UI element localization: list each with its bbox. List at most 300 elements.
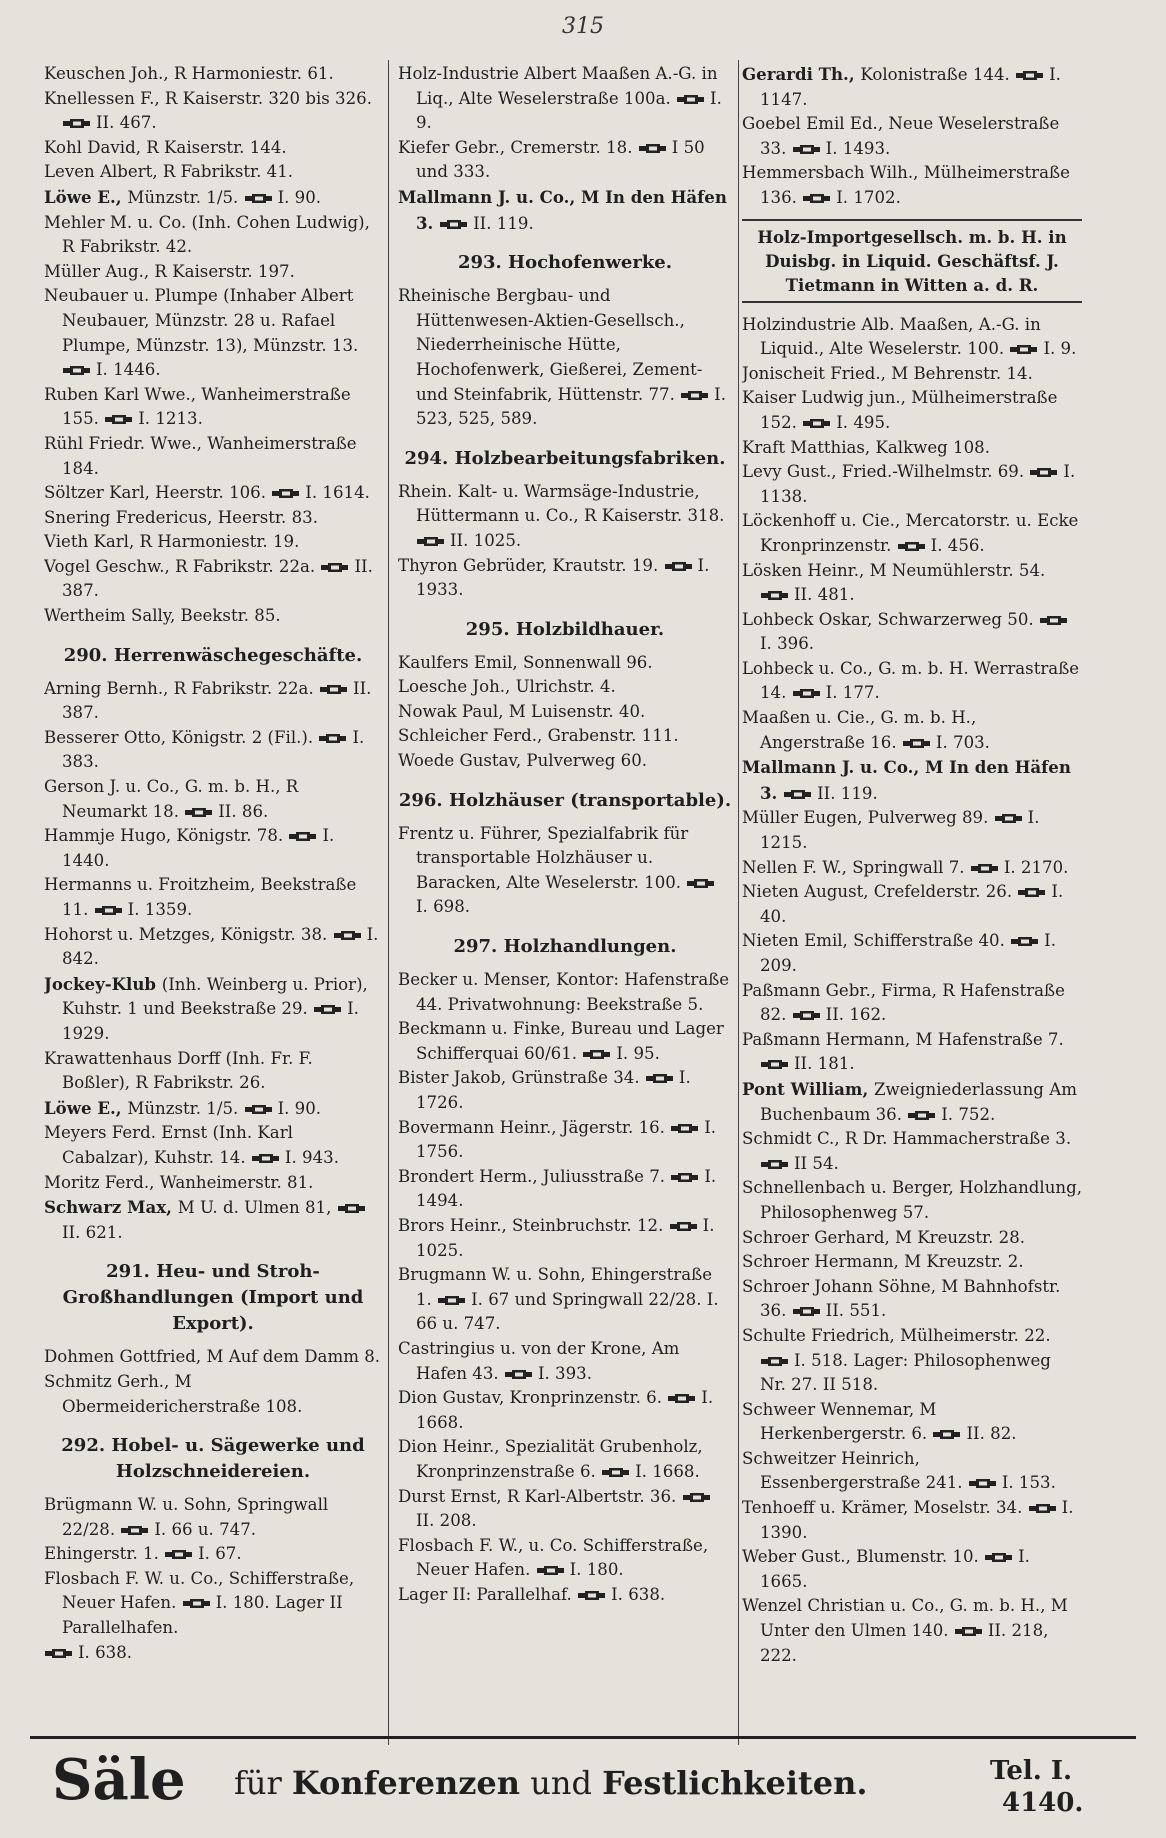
- entry-text: Durst Ernst, R Karl-Albertstr. 36.: [398, 1486, 682, 1506]
- entry-phone: I. 943.: [284, 1147, 339, 1167]
- directory-entry: [44, 1345, 382, 1370]
- telephone-icon: [582, 1049, 612, 1060]
- entry-text: Schnellenbach u. Berger, Holzhandlung, Philosophenweg 57.: [742, 1178, 1082, 1222]
- entry-text: Thyron Gebrüder, Krautstr. 19.: [398, 555, 664, 575]
- entry-text: Meyers Ferd. Ernst (Inh. Karl Cabalzar), Kuhstr. 14.: [44, 1123, 293, 1167]
- ad-word-bold: Konferenzen: [291, 1764, 521, 1802]
- entry-text: Flosbach F. W., u. Co. Schifferstraße, Neuer Hafen.: [398, 1535, 709, 1580]
- telephone-icon: [645, 1073, 675, 1084]
- directory-entry: [44, 1370, 382, 1419]
- entry-text: Woede Gustav, Pulverweg 60.: [398, 751, 648, 771]
- entry-text: Schroer Hermann, M Kreuzstr. 2.: [742, 1252, 1024, 1272]
- directory-entry: [44, 87, 382, 136]
- entry-text: Kolonistraße 144.: [860, 65, 1016, 84]
- entry-text: Paßmann Gebr., Firma, R Hafenstraße 82.: [742, 980, 1065, 1025]
- telephone-icon: [62, 118, 92, 129]
- telephone-icon: [288, 831, 318, 842]
- entry-text: Knellessen F., R Kaiserstr. 320 bis 326.: [44, 88, 372, 108]
- telephone-icon: [1010, 936, 1040, 947]
- entry-text: Holzindustrie Alb. Maaßen, A.-G. in Liquid., Alte Weselerstr. 100.: [742, 314, 1041, 359]
- entry-text: Brors Heinr., Steinbruchstr. 12.: [398, 1215, 669, 1235]
- entry-phone: I. 66 u. 747.: [154, 1519, 257, 1539]
- telephone-icon: [319, 684, 349, 695]
- directory-entry: [44, 383, 382, 432]
- directory-entry: [44, 555, 382, 604]
- entry-phone: I. 9.: [1043, 339, 1077, 359]
- entry-phone: I. 1702.: [836, 187, 901, 207]
- directory-entry: [742, 856, 1082, 881]
- directory-entry: [398, 1485, 732, 1534]
- entry-text: Hermanns u. Froitzheim, Beekstraße 11.: [44, 875, 357, 919]
- entry-text: Nieten Emil, Schifferstraße 40.: [742, 931, 1011, 951]
- entry-text: Nellen F. W., Springwall 7.: [742, 857, 970, 877]
- directory-entry: [742, 1324, 1082, 1398]
- entry-name-bold: Pont William,: [742, 1078, 875, 1099]
- entry-text: Rhein. Kalt- u. Warmsäge-Industrie, Hüttermann u. Co., R Kaiserstr. 318.: [398, 481, 725, 526]
- directory-entry: [44, 160, 382, 185]
- section-heading: 293. Hochofenwerke.: [457, 252, 673, 274]
- entry-text: Dion Heinr., Spezialität Grubenholz, Kronprinzenstraße 6.: [398, 1437, 703, 1481]
- entry-phone: I. 523, 525, 589.: [416, 384, 726, 429]
- entry-text: Moritz Ferd., Wanheimerstr. 81.: [44, 1172, 314, 1192]
- entry-phone: I. 1726.: [416, 1068, 691, 1112]
- telephone-icon: [164, 1549, 194, 1560]
- directory-entry: [398, 1583, 732, 1608]
- entry-phone: I. 9.: [416, 88, 722, 133]
- directory-entry: [742, 460, 1082, 509]
- entry-phone: II. 387.: [62, 556, 373, 601]
- telephone-icon: [244, 1104, 274, 1115]
- entry-text: Schmidt C., R Dr. Hammacherstraße 3.: [742, 1129, 1072, 1149]
- entry-text: Keuschen Joh., R Harmoniestr. 61.: [44, 64, 334, 83]
- entry-phone: I. 1446.: [96, 360, 161, 380]
- entry-text: Ehingerstr. 1.: [44, 1544, 165, 1564]
- page-number: 315: [562, 14, 604, 39]
- entry-text: Beckmann u. Finke, Bureau und Lager Schifferquai 60/61.: [398, 1019, 724, 1063]
- telephone-icon: [792, 688, 822, 699]
- ad-phone-label: Tel. I.: [990, 1756, 1073, 1786]
- directory-entry: [742, 1028, 1082, 1077]
- directory-entry: [742, 657, 1082, 706]
- entry-phone: I. 383.: [62, 727, 365, 772]
- entry-phone: I. 393.: [537, 1363, 593, 1383]
- entry-text: Jonischeit Fried., M Behrenstr. 14.: [742, 363, 1033, 383]
- directory-entry: [742, 706, 1082, 755]
- directory-entry: [742, 313, 1082, 362]
- entry-phone: I. 1213.: [138, 409, 203, 429]
- entry-phone: I. 1147.: [760, 65, 1061, 109]
- directory-entry: [398, 1017, 732, 1066]
- section-heading: 292. Hobel- u. Sägewerke und Holzschneidereien.: [61, 1435, 365, 1483]
- telephone-icon: [416, 536, 446, 547]
- telephone-icon: [994, 813, 1024, 824]
- telephone-icon: [437, 1295, 467, 1306]
- entry-phone: I. 153.: [1001, 1473, 1056, 1493]
- ad-text: [234, 1762, 868, 1804]
- entry-phone: II. 82.: [966, 1424, 1017, 1444]
- telephone-icon: [638, 143, 668, 154]
- entry-name-bold: Jockey-Klub: [44, 973, 162, 994]
- entry-phone: I. 1668.: [416, 1388, 714, 1432]
- entry-phone: I. 1756.: [416, 1117, 717, 1162]
- directory-entry: [398, 1435, 732, 1484]
- section-heading: 294. Holzbearbeitungsfabriken.: [404, 447, 726, 469]
- directory-entry: [44, 604, 382, 629]
- telephone-icon: [120, 1525, 150, 1536]
- directory-entry: [44, 481, 382, 506]
- column-left: [44, 62, 382, 1742]
- section-heading: 295. Holzbildhauer.: [465, 618, 665, 640]
- entry-phone: I. 67.: [198, 1544, 242, 1564]
- directory-entry: [398, 1263, 732, 1337]
- entry-text: Becker u. Menser, Kontor: Hafenstraße 44. Privatwohnung: Beekstraße 5.: [398, 970, 730, 1014]
- entry-phone: I. 1668.: [635, 1461, 700, 1481]
- directory-entry: [742, 1447, 1082, 1496]
- directory-entry: [44, 284, 382, 382]
- entry-text: Flosbach F. W. u. Co., Schifferstraße, Neuer Hafen.: [44, 1568, 355, 1613]
- entry-text: Lager II: Parallelhaf.: [398, 1584, 578, 1604]
- directory-entry: [398, 1066, 732, 1115]
- telephone-icon: [954, 1626, 984, 1637]
- entry-phone: I. 396.: [760, 634, 815, 654]
- entry-text: Schweitzer Heinrich, Essenbergerstraße 241.: [742, 1448, 968, 1493]
- directory-entry: [398, 62, 732, 136]
- directory-entry: [398, 1116, 732, 1165]
- entry-text: M U. d. Ulmen 81,: [177, 1198, 337, 1218]
- entry-phone: II. 119.: [817, 783, 878, 803]
- entry-text: Holz-Industrie Albert Maaßen A.-G. in Liq., Alte Weselerstraße 100a.: [398, 64, 718, 108]
- directory-entry: [398, 700, 732, 725]
- entry-name-bold: Gerardi Th.,: [742, 64, 861, 84]
- directory-entry: [398, 1386, 732, 1435]
- entry-phone: I. 495.: [836, 412, 891, 432]
- entry-text: Kaiser Ludwig jun., Mülheimerstraße 152.: [742, 388, 1058, 432]
- telephone-icon: [337, 1203, 367, 1214]
- entry-text: Wertheim Sally, Beekstr. 85.: [44, 606, 281, 626]
- entry-phone: II. 208.: [416, 1511, 477, 1531]
- directory-entry: [398, 1165, 732, 1214]
- entry-phone: I. 95.: [616, 1043, 660, 1063]
- directory-entry: [44, 506, 382, 531]
- directory-entry: [742, 1496, 1082, 1545]
- ad-headline: Säle: [52, 1747, 186, 1813]
- directory-entry: [44, 1641, 382, 1666]
- ad-word: für: [234, 1764, 282, 1802]
- entry-phone: I 50 und 333.: [416, 137, 705, 182]
- entry-text: Paßmann Hermann, M Hafenstraße 7.: [742, 1029, 1064, 1049]
- telephone-icon: [984, 1552, 1014, 1563]
- entry-text: Bovermann Heinr., Jägerstr. 16.: [398, 1117, 671, 1137]
- telephone-icon: [669, 1221, 699, 1232]
- entry-phone: II. 551.: [825, 1301, 887, 1321]
- directory-entry: [44, 1121, 382, 1170]
- directory-entry: [742, 436, 1082, 461]
- directory-entry: [398, 284, 732, 432]
- directory-entry: [398, 724, 732, 749]
- entry-text: Schmitz Gerh., M Obermeidericherstraße 108.: [44, 1371, 303, 1416]
- column-divider: [388, 60, 389, 1745]
- column-right: [742, 62, 1082, 1742]
- entry-text: Kaulfers Emil, Sonnenwall 96.: [398, 652, 653, 672]
- telephone-icon: [932, 1429, 962, 1440]
- directory-entry: [398, 1534, 732, 1583]
- directory-entry: [44, 432, 382, 481]
- entry-phone: II. 181.: [794, 1054, 855, 1074]
- telephone-icon: [320, 562, 350, 573]
- telephone-icon: [313, 1004, 343, 1015]
- entry-text: Münzstr. 1/5.: [127, 1098, 244, 1118]
- entry-text: Krawattenhaus Dorff (Inh. Fr. F. Boßler), R Fabrikstr. 26.: [44, 1048, 313, 1093]
- entry-text: (Inh. Weinberg u. Prior), Kuhstr. 1 und Beekstraße 29.: [62, 974, 368, 1019]
- directory-entry: [742, 806, 1082, 855]
- entry-phone: I. 40.: [760, 882, 1064, 926]
- entry-phone: II. 218, 222.: [760, 1621, 1049, 1665]
- telephone-icon: [577, 1590, 607, 1601]
- telephone-icon: [968, 1478, 998, 1489]
- directory-entry: [742, 1250, 1082, 1275]
- entry-phone: I. 1665.: [760, 1547, 1030, 1591]
- ad-word-bold: Festlichkeiten.: [602, 1764, 868, 1802]
- entry-text: Goebel Emil Ed., Neue Weselerstraße 33.: [742, 114, 1060, 158]
- entry-text: Brugmann W. u. Sohn, Ehingerstraße 1.: [398, 1265, 713, 1309]
- directory-entry: [742, 62, 1082, 112]
- directory-entry: [398, 675, 732, 700]
- entry-text: Dohmen Gottfried, M Auf dem Damm 8.: [44, 1347, 381, 1367]
- entry-text: Söltzer Karl, Heerstr. 106.: [44, 483, 272, 503]
- entry-text: Weber Gust., Blumenstr. 10.: [742, 1547, 985, 1567]
- entry-phone: II 54.: [794, 1153, 839, 1173]
- entry-phone: I. 2170.: [1003, 857, 1069, 877]
- entry-text: Snering Fredericus, Heerstr. 83.: [44, 507, 318, 527]
- entry-phone: I. 1440.: [62, 826, 335, 870]
- directory-entry: [44, 185, 382, 211]
- directory-entry: [742, 559, 1082, 608]
- directory-entry: [742, 755, 1082, 806]
- ad-phone-number: 4140.: [1002, 1788, 1084, 1818]
- entry-text: Bister Jakob, Grünstraße 34.: [398, 1068, 645, 1088]
- entry-text: Maaßen u. Cie., G. m. b. H., Angerstraße 16.: [742, 708, 977, 752]
- entry-phone: II. 119.: [473, 213, 534, 233]
- entry-phone: I. 456.: [930, 535, 985, 555]
- entry-text: Münzstr. 1/5.: [127, 187, 244, 207]
- entry-phone: I. 638.: [611, 1584, 666, 1604]
- entry-phone: I. 180.: [569, 1560, 624, 1580]
- entry-text: Mehler M. u. Co. (Inh. Cohen Ludwig), R Fabrikstr. 42.: [44, 212, 370, 257]
- directory-entry: [742, 1398, 1082, 1447]
- telephone-icon: [897, 541, 927, 552]
- directory-entry: [742, 1545, 1082, 1594]
- entry-text: Ruben Karl Wwe., Wanheimerstraße 155.: [44, 384, 351, 429]
- directory-entry: [398, 1214, 732, 1263]
- directory-entry: [44, 211, 382, 260]
- telephone-icon: [760, 590, 790, 601]
- directory-entry: [742, 1275, 1082, 1324]
- directory-entry: [398, 749, 732, 774]
- advertisement: [44, 1744, 1124, 1824]
- directory-entry: [44, 775, 382, 824]
- telephone-icon: [664, 561, 694, 572]
- entry-text: Schroer Gerhard, M Kreuzstr. 28.: [742, 1227, 1026, 1247]
- directory-entry: [44, 1493, 382, 1542]
- directory-entry: [398, 1337, 732, 1386]
- directory-entry: [398, 968, 732, 1017]
- telephone-icon: [439, 219, 469, 230]
- entry-text: Castringius u. von der Krone, Am Hafen 43.: [398, 1338, 680, 1383]
- directory-entry: [398, 651, 732, 676]
- telephone-icon: [907, 1110, 937, 1121]
- entry-phone: I. 1215.: [760, 808, 1040, 853]
- entry-text: Loesche Joh., Ulrichstr. 4.: [398, 677, 616, 697]
- section-heading: 296. Holzhäuser (transportable).: [398, 789, 732, 811]
- telephone-icon: [970, 863, 1000, 874]
- entry-text: Arning Bernh., R Fabrikstr. 22a.: [44, 678, 320, 698]
- directory-entry: [742, 386, 1082, 435]
- entry-phone: II. 1025.: [450, 530, 522, 550]
- directory-entry: [398, 480, 732, 554]
- telephone-icon: [902, 738, 932, 749]
- column-middle: [398, 62, 732, 1742]
- entry-text: Gerson J. u. Co., G. m. b. H., R Neumarkt 18.: [44, 777, 299, 821]
- entry-text: Zweigniederlassung Am Buchenbaum 36.: [760, 1079, 1077, 1124]
- directory-entry: [44, 1096, 382, 1122]
- directory-entry: [742, 608, 1082, 657]
- telephone-icon: [244, 193, 274, 204]
- entry-name-bold: Löwe E.,: [44, 186, 128, 207]
- directory-entry: [44, 62, 382, 87]
- entry-phone: I. 638.: [78, 1642, 133, 1662]
- entry-text: Rheinische Bergbau- und Hüttenwesen-Aktien-Gesellsch., Niederrheinische Hütte, Hochofenwerk, Gießerei, Zement- und Steinfabrik, Hüttenstr. 77.: [398, 286, 703, 404]
- entry-phone: I. 703.: [935, 732, 990, 752]
- telephone-icon: [670, 1123, 700, 1134]
- entry-text: Nieten August, Crefelderstr. 26.: [742, 882, 1018, 902]
- entry-text: Neubauer u. Plumpe (Inhaber Albert Neubauer, Münzstr. 28 u. Rafael Plumpe, Münzstr. 13), Münzstr. 13.: [44, 286, 359, 355]
- directory-entry: [742, 362, 1082, 387]
- directory-entry: [742, 1176, 1082, 1225]
- entry-text: Schroer Johann Söhne, M Bahnhofstr. 36.: [742, 1276, 1061, 1321]
- entry-text: Lohbeck Oskar, Schwarzerweg 50.: [742, 609, 1039, 629]
- entry-text: Rühl Friedr. Wwe., Wanheimerstraße 184.: [44, 433, 357, 478]
- entry-text: Nowak Paul, M Luisenstr. 40.: [398, 701, 646, 721]
- telephone-icon: [680, 390, 710, 401]
- entry-phone: I. 177.: [825, 683, 880, 703]
- telephone-icon: [1015, 70, 1045, 81]
- entry-text: Frentz u. Führer, Spezialfabrik für transportable Holzhäuser u. Baracken, Alte Weselerstr. 100.: [398, 823, 689, 892]
- entry-text: Müller Aug., R Kaiserstr. 197.: [44, 261, 295, 281]
- telephone-icon: [94, 905, 124, 916]
- telephone-icon: [670, 1172, 700, 1183]
- entry-phone: I. 180. Lager II Parallelhafen.: [62, 1593, 343, 1638]
- directory-entry: [742, 1594, 1082, 1668]
- telephone-icon: [536, 1565, 566, 1576]
- telephone-icon: [318, 733, 348, 744]
- entry-phone: I. 1493.: [825, 138, 891, 158]
- entry-text: Tenhoeff u. Krämer, Moselstr. 34.: [742, 1498, 1028, 1518]
- directory-entry: [398, 185, 732, 236]
- telephone-icon: [333, 930, 363, 941]
- entry-phone: I. 518. Lager: Philosophenweg Nr. 27. II 518.: [760, 1350, 1051, 1395]
- directory-entry: [742, 1077, 1082, 1127]
- telephone-icon: [504, 1369, 534, 1380]
- telephone-icon: [667, 1393, 697, 1404]
- entry-text: Besserer Otto, Königstr. 2 (Fil.).: [44, 727, 319, 747]
- telephone-icon: [760, 1356, 790, 1367]
- directory-entry: [742, 880, 1082, 929]
- telephone-icon: [682, 1492, 712, 1503]
- entry-text: Schleicher Ferd., Grabenstr. 111.: [398, 726, 679, 746]
- telephone-icon: [251, 1153, 281, 1164]
- directory-entry: [44, 1171, 382, 1196]
- entry-phone: I. 1138.: [760, 462, 1076, 506]
- entry-text: Vogel Geschw., R Fabrikstr. 22a.: [44, 556, 321, 576]
- entry-phone: I. 1359.: [127, 900, 193, 919]
- telephone-icon: [792, 1306, 822, 1317]
- directory-entry: [44, 824, 382, 873]
- telephone-icon: [792, 1010, 822, 1021]
- directory-entry: [44, 260, 382, 285]
- entry-text: Löckenhoff u. Cie., Mercatorstr. u. Ecke Kronprinzenstr.: [742, 511, 1079, 555]
- directory-entry: [44, 1195, 382, 1245]
- entry-phone: II. 481.: [794, 585, 855, 605]
- entry-phone: I. 209.: [760, 931, 1057, 975]
- entry-text: Lösken Heinr., M Neumühlerstr. 54.: [742, 560, 1046, 580]
- entry-text: Lohbeck u. Co., G. m. b. H. Werrastraße 14.: [742, 658, 1080, 703]
- directory-entry: [742, 979, 1082, 1028]
- entry-phone: I. 1933.: [416, 555, 710, 600]
- directory-entry: [398, 822, 732, 920]
- telephone-icon: [760, 1059, 790, 1070]
- telephone-icon: [1009, 344, 1039, 355]
- directory-entry: [44, 1542, 382, 1567]
- entry-text: Müller Eugen, Pulverweg 89.: [742, 808, 994, 828]
- entry-text: Dion Gustav, Kronprinzenstr. 6.: [398, 1388, 668, 1408]
- entry-text: Kiefer Gebr., Cremerstr. 18.: [398, 137, 638, 157]
- entry-name-bold: Mallmann J. u. Co., M In den Häfen 3.: [742, 757, 1071, 803]
- telephone-icon: [271, 488, 301, 499]
- entry-text: Vieth Karl, R Harmoniestr. 19.: [44, 532, 300, 552]
- section-heading: 290. Herrenwäschegeschäfte.: [63, 644, 363, 666]
- telephone-icon: [792, 144, 822, 155]
- directory-entry: [742, 1127, 1082, 1176]
- entry-text: Schweer Wennemar, M Herkenbergerstr. 6.: [742, 1399, 937, 1444]
- ad-word: und: [530, 1764, 592, 1802]
- entry-phone: I. 1614.: [305, 483, 370, 503]
- directory-entry: [44, 1567, 382, 1641]
- entry-phone: II. 467.: [96, 113, 157, 133]
- directory-entry: [44, 726, 382, 775]
- entry-phone: I. 67 und Springwall 22/28. I. 66 u. 747.: [416, 1289, 719, 1334]
- directory-entry: [742, 1226, 1082, 1251]
- telephone-icon: [1029, 467, 1059, 478]
- directory-entry: [44, 1047, 382, 1096]
- entry-text: Brügmann W. u. Sohn, Springwall 22/28.: [44, 1495, 329, 1539]
- entry-phone: I. 1025.: [416, 1215, 715, 1260]
- directory-entry: [44, 873, 382, 922]
- entry-text: Leven Albert, R Fabrikstr. 41.: [44, 162, 294, 182]
- telephone-icon: [1017, 887, 1047, 898]
- directory-entry: [44, 530, 382, 555]
- entry-text: Kraft Matthias, Kalkweg 108.: [742, 437, 990, 457]
- directory-entry: [44, 136, 382, 161]
- directory-entry: [44, 923, 382, 972]
- telephone-icon: [182, 1598, 212, 1609]
- entry-phone: II. 162.: [825, 1005, 887, 1025]
- entry-text: Levy Gust., Fried.-Wilhelmstr. 69.: [742, 462, 1030, 482]
- section-heading: 291. Heu- und Stroh-Großhandlungen (Import und Export).: [62, 1261, 364, 1335]
- entry-phone: I. 1494.: [416, 1166, 717, 1211]
- entry-phone: I. 90.: [277, 1098, 322, 1118]
- entry-name-bold: Mallmann J. u. Co., M In den Häfen 3.: [398, 186, 727, 233]
- entry-phone: I. 842.: [62, 924, 379, 969]
